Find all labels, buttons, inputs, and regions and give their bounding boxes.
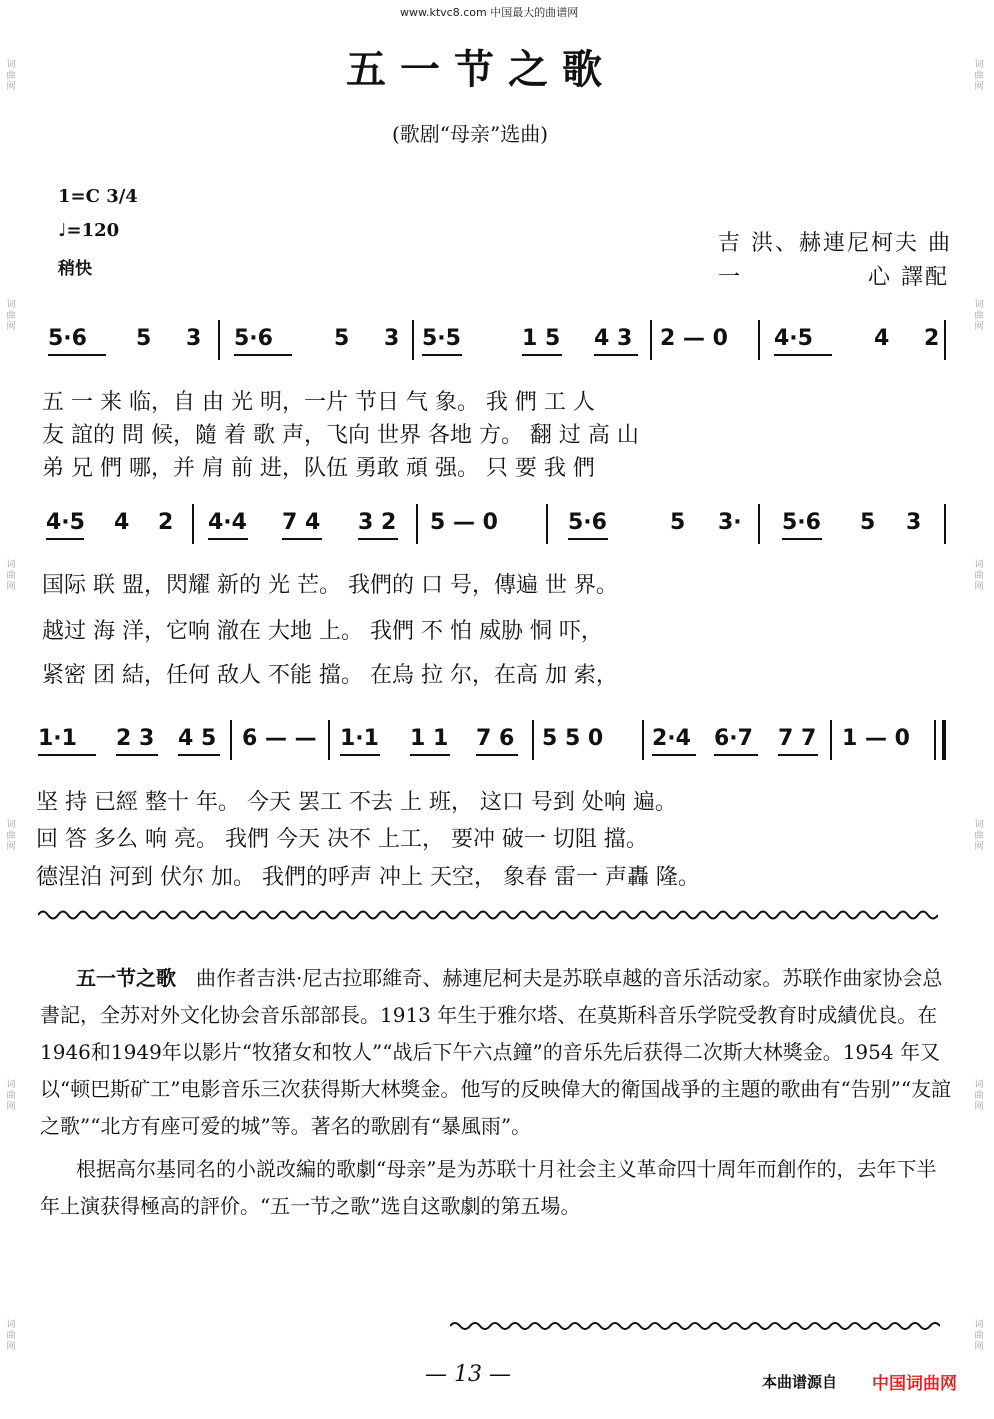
note-paragraph-2: 根据高尔基同名的小説改編的歌劇“母亲”是为苏联十月社会主义革命四十周年而創作的，去年下半年上演获得極高的評价。“五一节之歌”选自这歌劇的第五場。 xyxy=(40,1157,937,1218)
note: 3 2 xyxy=(358,510,397,535)
note: 2 xyxy=(158,510,174,535)
watermark-char: 网 xyxy=(974,82,984,92)
beam xyxy=(568,538,608,540)
watermark-char: 曲 xyxy=(974,1091,984,1101)
beam xyxy=(48,354,106,356)
note: 3 xyxy=(186,326,202,351)
lyric-line: 国际 联 盟，閃耀 新的 光 芒。 我們的 口 号，傳遍 世 界。 xyxy=(42,573,618,598)
note: 5·6 xyxy=(782,510,821,535)
composer-note xyxy=(40,960,955,1225)
watermark-char: 网 xyxy=(974,582,984,592)
lyricist-credit: 心 譯配 xyxy=(868,265,949,290)
watermark-char: 曲 xyxy=(6,831,16,841)
note: 5·6 xyxy=(234,326,273,351)
watermark-char: 词 xyxy=(974,560,984,570)
note: 5 — 0 xyxy=(430,510,498,535)
barline xyxy=(416,504,418,544)
lyric-line: 越过 海 洋，它响 澈在 大地 上。 我們 不 怕 威胁 恫 吓， xyxy=(42,619,603,644)
note: 5 xyxy=(860,510,876,535)
watermark-char: 曲 xyxy=(974,571,984,581)
note: 7 7 xyxy=(778,726,817,751)
lyric-line: 德涅泊 河到 伏尔 加。 我們的呼声 冲上 天空， 象春 雷一 声轟 隆。 xyxy=(36,865,700,890)
score-row-1 xyxy=(38,318,950,358)
note: 5·5 xyxy=(422,326,461,351)
barline xyxy=(192,504,194,544)
barline xyxy=(944,320,946,360)
beam xyxy=(46,538,84,540)
note: 5 xyxy=(136,326,152,351)
note: 5 5 0 xyxy=(542,726,604,751)
final-barline xyxy=(942,720,946,760)
beam xyxy=(410,754,450,756)
beam xyxy=(208,538,248,540)
site-header: www.ktvc8.com 中国最大的曲谱网 xyxy=(400,6,579,19)
note: 4 5 xyxy=(178,726,217,751)
barline xyxy=(218,320,220,360)
watermark-char: 网 xyxy=(974,322,984,332)
barline xyxy=(934,720,936,760)
watermark-char: 词 xyxy=(6,560,16,570)
key-signature: 1=C 3/4 xyxy=(58,186,138,207)
note: 4 xyxy=(874,326,890,351)
watermark-char: 词 xyxy=(6,820,16,830)
beam xyxy=(594,354,638,356)
barline xyxy=(642,720,644,760)
beam xyxy=(178,754,220,756)
note: 3· xyxy=(718,510,742,535)
watermark-char: 曲 xyxy=(6,1331,16,1341)
note-heading: 五一节之歌 xyxy=(76,966,176,990)
barline xyxy=(758,504,760,544)
beam xyxy=(476,754,518,756)
beam xyxy=(774,354,832,356)
wavy-divider xyxy=(38,908,938,922)
note: 4·5 xyxy=(46,510,85,535)
note: 3 xyxy=(906,510,922,535)
watermark-char: 词 xyxy=(974,820,984,830)
note: 6·7 xyxy=(714,726,753,751)
watermark-char: 网 xyxy=(6,1342,16,1352)
song-subtitle: (歌剧“母亲”选曲) xyxy=(392,122,549,146)
watermark-char: 曲 xyxy=(6,571,16,581)
beam xyxy=(778,754,818,756)
note: 5·6 xyxy=(48,326,87,351)
lyric-line: 弟 兄 們 哪，并 肩 前 进，队伍 勇敢 頑 强。 只 要 我 們 xyxy=(42,456,595,481)
mood-marking: 稍快 xyxy=(58,259,92,279)
page-number: — 13 — xyxy=(425,1362,511,1387)
watermark-char: 词 xyxy=(6,60,16,70)
note: 2 — 0 xyxy=(660,326,728,351)
beam xyxy=(714,754,758,756)
lyric-line: 回 答 多么 响 亮。 我們 今天 决不 上工， 要冲 破一 切阻 擋。 xyxy=(36,827,648,852)
barline xyxy=(830,720,832,760)
watermark-char: 网 xyxy=(6,842,16,852)
note: 1 — 0 xyxy=(842,726,910,751)
composer-credit: 吉 洪、赫連尼柯夫 曲 xyxy=(718,231,952,256)
lyric-line: 友 誼的 問 候，隨 着 歌 声，飞向 世界 各地 方。 翻 过 高 山 xyxy=(42,423,639,448)
note: 7 4 xyxy=(282,510,321,535)
watermark-char: 网 xyxy=(974,842,984,852)
barline xyxy=(758,320,760,360)
lyric-line: 坚 持 已經 整十 年。 今天 罢工 不去 上 班， 这口 号到 处响 遍。 xyxy=(36,790,677,815)
watermark-char: 词 xyxy=(974,60,984,70)
barline xyxy=(230,720,232,760)
watermark-char: 曲 xyxy=(6,71,16,81)
note: 2·4 xyxy=(652,726,691,751)
beam xyxy=(782,538,822,540)
note: 1·1 xyxy=(38,726,77,751)
note: 1 5 xyxy=(522,326,561,351)
barline xyxy=(546,504,548,544)
beam xyxy=(422,354,462,356)
watermark-char: 网 xyxy=(6,1102,16,1112)
beam xyxy=(116,754,158,756)
note-paragraph-1: 曲作者吉洪·尼古拉耶維奇、赫連尼柯夫是苏联卓越的音乐活动家。苏联作曲家协会总書記，全苏对外文化协会音乐部部長。1913 年生于雅尔塔、在莫斯科音乐学院受教育时成績优良。在1946和1949年以影片“牧猪女和牧人”“战后下午六点鐘”的音乐先后获得二次斯大林獎金。1954 年又以“顿巴斯矿工”电影音乐三次获得斯大林獎金。他写的反映偉大的衛国战爭的主題的歌曲有“告别”“友誼之歌”“北方有座可爱的城”等。著名的歌剧有“暴風雨”。 xyxy=(40,966,952,1138)
note: 7 6 xyxy=(476,726,515,751)
source-label: 本曲谱源自 xyxy=(762,1373,838,1391)
wavy-divider-bottom xyxy=(450,1320,940,1332)
lyric-line: 紧密 团 結，任何 敌人 不能 擋。 在烏 拉 尔，在高 加 索， xyxy=(42,663,618,688)
note: 5 xyxy=(670,510,686,535)
watermark-char: 词 xyxy=(6,1080,16,1090)
lyric-line: 五 一 来 临，自 由 光 明，一片 节日 气 象。 我 們 工 人 xyxy=(42,390,595,415)
note: 2 xyxy=(924,326,940,351)
note: 4·5 xyxy=(774,326,813,351)
note: 1·1 xyxy=(340,726,379,751)
song-title: 五一节之歌 xyxy=(346,46,616,93)
beam xyxy=(522,354,562,356)
barline xyxy=(650,320,652,360)
watermark-char: 曲 xyxy=(974,71,984,81)
watermark-char: 曲 xyxy=(974,831,984,841)
barline xyxy=(944,504,946,544)
note: 4 xyxy=(114,510,130,535)
beam xyxy=(358,538,398,540)
beam xyxy=(652,754,696,756)
note: 6 — — xyxy=(242,726,317,751)
note: 1 1 xyxy=(410,726,449,751)
watermark-char: 曲 xyxy=(974,1331,984,1341)
watermark-char: 曲 xyxy=(6,1091,16,1101)
watermark-char: 词 xyxy=(974,1080,984,1090)
note: 5·6 xyxy=(568,510,607,535)
watermark-char: 词 xyxy=(6,300,16,310)
beam xyxy=(282,538,322,540)
watermark-char: 网 xyxy=(974,1102,984,1112)
watermark-char: 曲 xyxy=(6,311,16,321)
note: 2 3 xyxy=(116,726,155,751)
beam xyxy=(38,754,96,756)
note: 3 xyxy=(384,326,400,351)
watermark-char: 网 xyxy=(974,1342,984,1352)
beam xyxy=(234,354,292,356)
note: 4 3 xyxy=(594,326,633,351)
barline xyxy=(412,320,414,360)
tempo-marking: ♩=120 xyxy=(58,220,120,241)
note: 5 xyxy=(334,326,350,351)
lyricist-dash: 一 xyxy=(718,265,743,290)
watermark-char: 词 xyxy=(6,1320,16,1330)
watermark-char: 曲 xyxy=(974,311,984,321)
score-row-2 xyxy=(38,502,950,542)
note: 4·4 xyxy=(208,510,247,535)
site-brand: 中国词曲网 xyxy=(872,1374,957,1394)
watermark-char: 词 xyxy=(974,1320,984,1330)
barline xyxy=(328,720,330,760)
score-row-3 xyxy=(38,718,950,758)
watermark-char: 网 xyxy=(6,322,16,332)
watermark-char: 词 xyxy=(974,300,984,310)
barline xyxy=(532,720,534,760)
watermark-char: 网 xyxy=(6,582,16,592)
watermark-char: 网 xyxy=(6,82,16,92)
beam xyxy=(340,754,380,756)
